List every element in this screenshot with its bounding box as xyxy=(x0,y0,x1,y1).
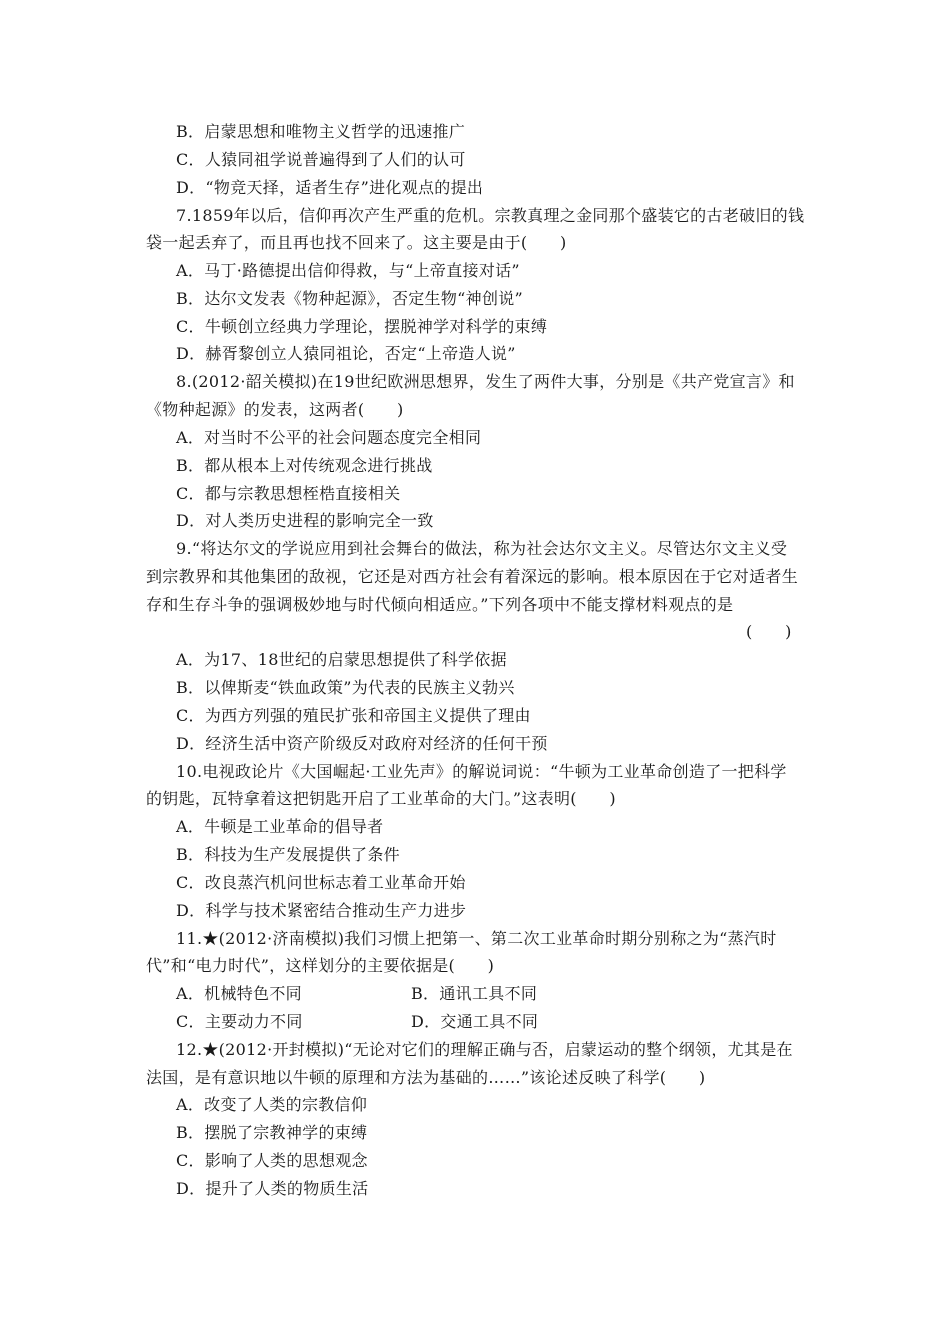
q8-stem-line1: 8.(2012·韶关模拟)在19世纪欧洲思想界，发生了两件大事，分别是《共产党宣言》和 xyxy=(176,372,795,391)
q9-stem-line1: 9.“将达尔文的学说应用到社会舞台的做法，称为社会达尔文主义。尽管达尔文主义受 xyxy=(176,539,788,558)
q12-stem-line2: 法国，是有意识地以牛顿的原理和方法为基础的……”该论述反映了科学( ) xyxy=(146,1068,706,1087)
q6-option-d: D．“物竞天择，适者生存”进化观点的提出 xyxy=(176,178,484,197)
q6-option-b: B．启蒙思想和唯物主义哲学的迅速推广 xyxy=(176,122,466,141)
q11-option-d: D．交通工具不同 xyxy=(411,1012,539,1031)
q8-stem-line2: 《物种起源》的发表，这两者( ) xyxy=(146,400,404,419)
q11-options-row1 xyxy=(176,984,776,1004)
q9-option-a: A．为17、18世纪的启蒙思想提供了科学依据 xyxy=(176,650,507,669)
q7-stem-line1: 7.1859年以后，信仰再次产生严重的危机。宗教真理之金同那个盛装它的古老破旧的钱 xyxy=(176,206,805,225)
q10-option-d: D．科学与技术紧密结合推动生产力进步 xyxy=(176,901,467,920)
q7-option-a: A．马丁·路德提出信仰得救，与“上帝直接对话” xyxy=(176,261,520,280)
q11-stem-line1: 11.★(2012·济南模拟)我们习惯上把第一、第二次工业革命时期分别称之为“蒸汽时 xyxy=(176,929,777,948)
q9-option-c: C．为西方列强的殖民扩张和帝国主义提供了理由 xyxy=(176,706,531,725)
q11-options-row2 xyxy=(176,1012,776,1032)
q9-option-d: D．经济生活中资产阶级反对政府对经济的任何干预 xyxy=(176,734,548,753)
q12-option-c: C．影响了人类的思想观念 xyxy=(176,1151,368,1170)
q8-option-b: B．都从根本上对传统观念进行挑战 xyxy=(176,456,433,475)
q8-option-a: A．对当时不公平的社会问题态度完全相同 xyxy=(176,428,482,447)
q11-option-a: A．机械特色不同 xyxy=(176,984,302,1003)
q10-option-c: C．改良蒸汽机问世标志着工业革命开始 xyxy=(176,873,466,892)
q12-stem-line1: 12.★(2012·开封模拟)“无论对它们的理解正确与否，启蒙运动的整个纲领，尤其是在 xyxy=(176,1040,793,1059)
q7-option-d: D．赫胥黎创立人猿同祖论，否定“上帝造人说” xyxy=(176,344,516,363)
q12-option-d: D．提升了人类的物质生活 xyxy=(176,1179,369,1198)
q10-option-b: B．科技为生产发展提供了条件 xyxy=(176,845,400,864)
q9-answer-paren: ( ) xyxy=(746,622,792,641)
q10-option-a: A．牛顿是工业革命的倡导者 xyxy=(176,817,384,836)
q12-option-b: B．摆脱了宗教神学的束缚 xyxy=(176,1123,368,1142)
q11-stem-line2: 代”和“电力时代”，这样划分的主要依据是( ) xyxy=(146,956,495,975)
q7-option-c: C．牛顿创立经典力学理论，摆脱神学对科学的束缚 xyxy=(176,317,548,336)
q8-option-d: D．对人类历史进程的影响完全一致 xyxy=(176,511,434,530)
q10-stem-line1: 10.电视政论片《大国崛起·工业先声》的解说词说：“牛顿为工业革命创造了一把科学 xyxy=(176,762,787,781)
q7-stem-line2: 袋一起丢弃了，而且再也找不回来了。这主要是由于( ) xyxy=(146,233,567,252)
q11-option-b: B．通讯工具不同 xyxy=(411,984,538,1003)
q6-option-c: C．人猿同祖学说普遍得到了人们的认可 xyxy=(176,150,466,169)
q9-option-b: B．以俾斯麦“铁血政策”为代表的民族主义勃兴 xyxy=(176,678,515,697)
q9-stem-line3: 存和生存斗争的强调极妙地与时代倾向相适应。”下列各项中不能支撑材料观点的是 xyxy=(146,595,734,614)
q12-option-a: A．改变了人类的宗教信仰 xyxy=(176,1095,368,1114)
q11-option-c: C．主要动力不同 xyxy=(176,1012,303,1031)
q7-option-b: B．达尔文发表《物种起源》，否定生物“神创说” xyxy=(176,289,524,308)
q8-option-c: C．都与宗教思想桎梏直接相关 xyxy=(176,484,401,503)
q10-stem-line2: 的钥匙，瓦特拿着这把钥匙开启了工业革命的大门。”这表明( ) xyxy=(146,789,616,808)
q9-stem-line2: 到宗教界和其他集团的敌视，它还是对西方社会有着深远的影响。根本原因在于它对适者生 xyxy=(146,567,799,586)
